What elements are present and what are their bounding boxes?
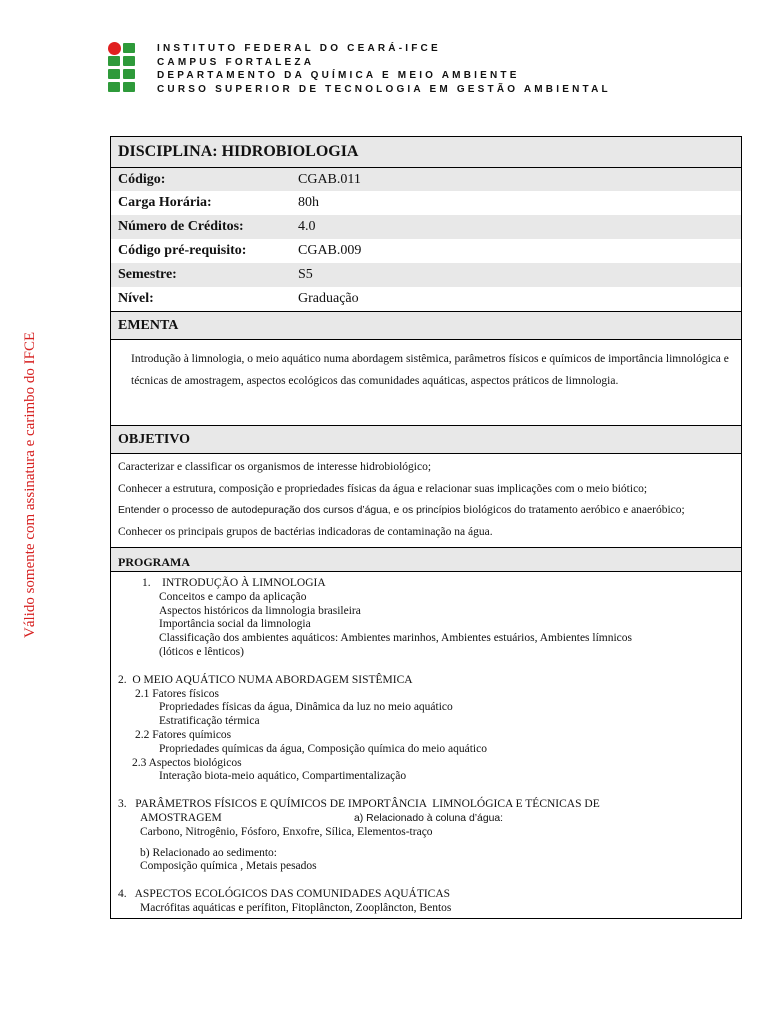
- program-item: Macrófitas aquáticas e perífiton, Fitoplâncton, Zooplâncton, Bentos: [140, 901, 452, 914]
- program-section-title: 1. INTRODUÇÃO À LIMNOLOGIA: [142, 577, 326, 589]
- objetivo-item: [118, 500, 735, 522]
- objetivo-item-part: biológicos do tratamento aeróbico e anaeróbico;: [460, 504, 685, 516]
- program-item: Classificação dos ambientes aquáticos: Ambientes marinhos, Ambientes estuários, Ambientes límnicos: [159, 632, 633, 645]
- field-label: Semestre:: [118, 267, 177, 282]
- objetivo-item-part: Entender o processo de autodepuração dos cursos d’água, e os princípios: [118, 505, 461, 516]
- field-row: [111, 287, 741, 311]
- field-value: 80h: [298, 195, 319, 210]
- field-label: Código:: [118, 171, 166, 187]
- program-item: Carbono, Nitrogênio, Fósforo, Enxofre, Sílica, Elementos-traço: [140, 825, 433, 838]
- program-item: Composição química , Metais pesados: [140, 860, 317, 873]
- program-item: Aspectos históricos da limnologia brasileira: [159, 604, 361, 617]
- validity-stamp: Válido somente com assinatura e carimbo do IFCE: [22, 331, 38, 638]
- program-section-title: 2. O MEIO AQUÁTICO NUMA ABORDAGEM SISTÊMICA: [118, 673, 413, 686]
- logo-square: [123, 82, 135, 92]
- program-item: (lóticos e lênticos): [159, 645, 244, 658]
- header-line: DEPARTAMENTO DA QUÍMICA E MEIO AMBIENTE: [157, 70, 520, 81]
- program-item: Conceitos e campo da aplicação: [159, 590, 307, 603]
- logo-square: [108, 69, 120, 79]
- field-row: [111, 239, 741, 263]
- field-row: [111, 263, 741, 287]
- field-row: [111, 167, 741, 191]
- ementa-text: Introdução à limnologia, o meio aquático numa abordagem sistêmica, parâmetros físicos e químicos de importância limnológica e técnicas de amostragem, aspectos ecológicos das comunidades aquáticas, aspectos práticos de limnologia.: [111, 339, 741, 425]
- field-value: CGAB.009: [298, 243, 362, 258]
- disciplina-form: [110, 136, 742, 919]
- field-label: Número de Créditos:: [118, 219, 244, 234]
- program-section-title: 4. ASPECTOS ECOLÓGICOS DAS COMUNIDADES AQUÁTICAS: [118, 888, 451, 901]
- program-section-title-cont: [118, 812, 741, 826]
- field-value: Graduação: [298, 291, 359, 306]
- program-item: Propriedades físicas da água, Dinâmica da luz no meio aquático: [159, 701, 453, 714]
- logo-square: [108, 82, 120, 92]
- program-subsection: 2.2 Fatores químicos: [135, 728, 232, 741]
- institution-header: [157, 42, 611, 96]
- program-subsection: a) Relacionado à coluna d’água:: [354, 812, 504, 824]
- program-item: Interação biota-meio aquático, Compartimentalização: [159, 770, 407, 783]
- programa-heading: PROGRAMA: [111, 547, 741, 571]
- program-subsection: 2.3 Aspectos biológicos: [132, 756, 242, 769]
- logo-square: [123, 69, 135, 79]
- field-row: [111, 215, 741, 239]
- logo-square: [108, 56, 120, 66]
- field-label: Código pré-requisito:: [118, 243, 247, 258]
- header-line: CURSO SUPERIOR DE TECNOLOGIA EM GESTÃO AMBIENTAL: [157, 83, 611, 95]
- header-line: INSTITUTO FEDERAL DO CEARÁ-IFCE: [157, 43, 441, 54]
- objetivo-item: Caracterizar e classificar os organismos de interesse hidrobiológico;: [118, 461, 432, 473]
- field-row: [111, 191, 741, 215]
- logo-red-circle: [108, 42, 121, 55]
- program-subsection: 2.1 Fatores físicos: [135, 687, 220, 700]
- program-section-title-part: AMOSTRAGEM: [140, 811, 222, 824]
- objetivo-item: Conhecer a estrutura, composição e propriedades físicas da água e relacionar suas implicações com o meio biótico;: [118, 482, 648, 495]
- logo-square: [123, 43, 135, 53]
- field-label: Nível:: [118, 291, 154, 306]
- program-item: Estratificação térmica: [159, 715, 260, 728]
- program-item: Propriedades químicas da água, Composição química do meio aquático: [159, 742, 487, 755]
- program-item: Importância social da limnologia: [159, 618, 311, 631]
- field-label: Carga Horária:: [118, 195, 212, 210]
- program-section-title: 3. PARÂMETROS FÍSICOS E QUÍMICOS DE IMPORTÂNCIA LIMNOLÓGICA E TÉCNICAS DE: [118, 798, 600, 811]
- ifce-logo: [108, 42, 150, 94]
- objetivo-list: [111, 453, 741, 547]
- header-line: CAMPUS FORTALEZA: [157, 56, 315, 68]
- program-subsection: b) Relacionado ao sedimento:: [140, 846, 278, 859]
- logo-square: [123, 56, 135, 66]
- field-value: 4.0: [298, 219, 316, 234]
- discipline-title: DISCIPLINA: HIDROBIOLOGIA: [111, 137, 741, 167]
- objetivo-item: Conhecer os principais grupos de bactérias indicadoras de contaminação na água.: [118, 525, 493, 538]
- objetivo-heading: OBJETIVO: [111, 425, 741, 453]
- ementa-heading: EMENTA: [111, 311, 741, 339]
- field-value: CGAB.011: [298, 171, 361, 187]
- programa-content: [111, 571, 741, 918]
- field-value: S5: [298, 267, 313, 282]
